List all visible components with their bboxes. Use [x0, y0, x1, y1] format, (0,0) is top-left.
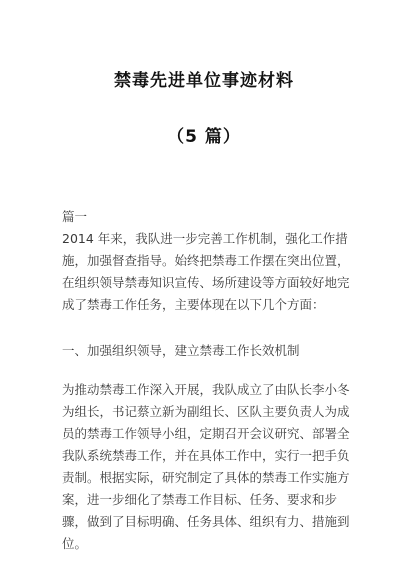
paragraph-1: 2014 年来，我队进一步完善工作机制，强化工作措施，加强督查指导。始终把禁毒工作摆在突出位置，在组织领导禁毒知识宣传、场所建设等方面较好地完成了禁毒工作任务，主要体现在以下几个方面： — [62, 231, 350, 312]
paragraph-2: 为推动禁毒工作深入开展，我队成立了由队长李小冬为组长，书记蔡立新为副组长、区队主要负责人为成员的禁毒工作领导小组，定期召开会议研究、部署全我队系统禁毒工作，并在具体工作中，实行一把手负责制。根据实际，研究制定了具体的禁毒工作实施方案，进一步细化了禁毒工作目标、任务、要求和步骤，做到了目标明确、任务具体、组织有力、措施到位。 — [62, 382, 350, 551]
document-title: 禁毒先进单位事迹材料 — [114, 71, 294, 91]
document-subtitle: （5 篇） — [167, 127, 241, 147]
section-heading-1: 一、加强组织领导，建立禁毒工作长效机制 — [62, 343, 300, 358]
section-label: 篇一 — [62, 209, 88, 224]
